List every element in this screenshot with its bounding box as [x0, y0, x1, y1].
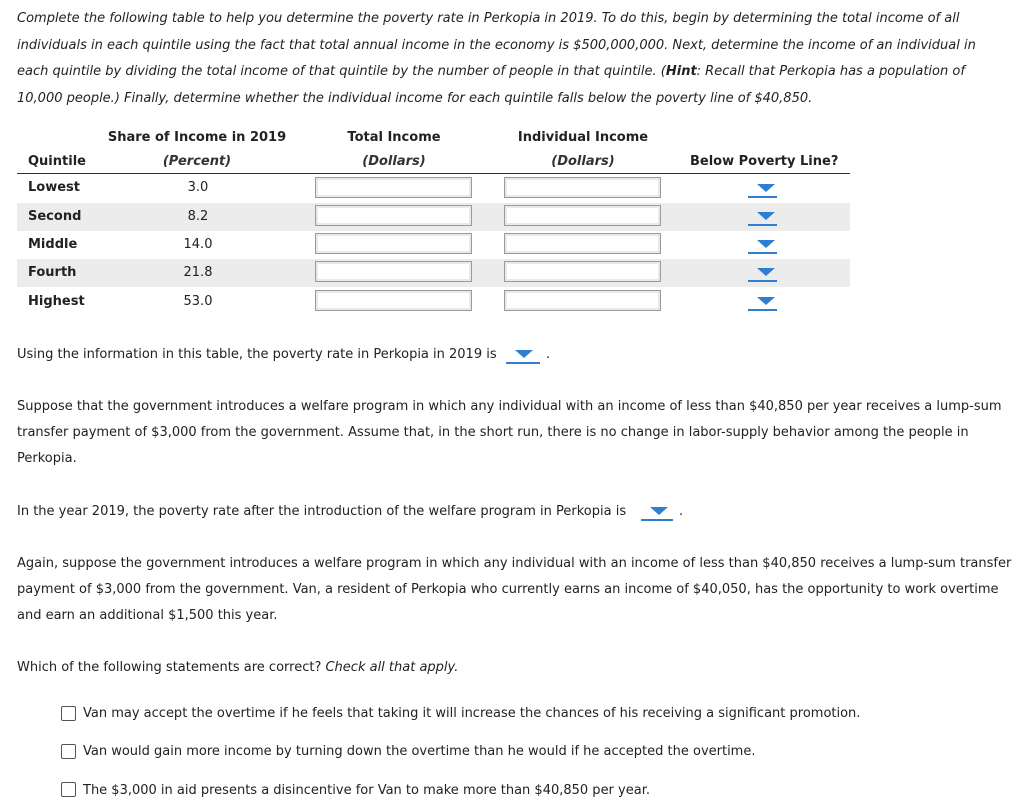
poverty-dropdown-icon[interactable] [757, 184, 775, 192]
poverty-dropdown-icon[interactable] [757, 297, 775, 305]
poverty-dropdown-icon[interactable] [757, 268, 775, 276]
total-income-input[interactable] [315, 290, 472, 311]
poverty-dropdown[interactable] [748, 196, 777, 198]
header-individual: Individual Income [517, 130, 649, 145]
option-label[interactable]: The $3,000 in aid presents a disincentive for Van to make more than $40,850 per year. [83, 783, 650, 798]
post-welfare-dropdown[interactable] [641, 519, 673, 521]
header-quintile: Quintile [28, 154, 86, 169]
poverty-rate-question-text: Using the information in this table, the poverty rate in Perkopia in 2019 is [17, 347, 497, 362]
poverty-dropdown-icon[interactable] [757, 240, 775, 248]
statements-prompt: Which of the following statements are correct? [17, 660, 322, 675]
quintile-label: Fourth [28, 265, 77, 280]
option-checkbox[interactable] [61, 744, 76, 759]
individual-income-input[interactable] [504, 233, 661, 254]
quintile-label: Middle [28, 237, 78, 252]
quintile-label: Lowest [28, 180, 80, 195]
share-value: 53.0 [183, 294, 213, 309]
option-checkbox[interactable] [61, 706, 76, 721]
option-label[interactable]: Van would gain more income by turning down the overtime than he would if he accepted the overtime. [83, 744, 756, 759]
welfare-paragraph: Suppose that the government introduces a welfare program in which any individual with an income of less than $40,850 per year receives a lump-sum transfer payment of $3,000 from the government. Assume that, in the short run, there is no change in labor-supply behavior among the people in Perkopia. [17, 399, 1002, 466]
header-total: Total Income [347, 130, 441, 145]
share-value: 14.0 [183, 237, 213, 252]
quintile-label: Second [28, 209, 82, 224]
van-paragraph: Again, suppose the government introduces a welfare program in which any individual with an income of less than $40,850 receives a lump-sum transfer payment of $3,000 from the government. Van, a resident of Perkopia who currently earns an income of $40,050, has the opportunity to work overtime and earn an additional $1,500 this year. [17, 556, 1012, 623]
individual-income-input[interactable] [504, 177, 661, 198]
poverty-rate-dropdown[interactable] [506, 362, 540, 364]
option-label[interactable]: Van may accept the overtime if he feels that taking it will increase the chances of his receiving a significant promotion. [83, 706, 861, 721]
header-total-unit: (Dollars) [362, 154, 426, 169]
post-welfare-dropdown-icon[interactable] [650, 507, 668, 515]
poverty-dropdown[interactable] [748, 280, 777, 282]
header-share: Share of Income in 2019 [107, 130, 287, 145]
post-welfare-question [17, 504, 626, 519]
statements-question [17, 660, 458, 675]
header-below-poverty: Below Poverty Line? [690, 154, 839, 169]
option-checkbox[interactable] [61, 782, 76, 797]
quintile-label: Highest [28, 294, 85, 309]
post-welfare-question-text: In the year 2019, the poverty rate after the introduction of the welfare program in Perkopia is [17, 504, 627, 519]
poverty-dropdown[interactable] [748, 224, 777, 226]
check-all-instruction: Check all that apply. [325, 660, 459, 675]
poverty-rate-dropdown-icon[interactable] [515, 350, 533, 358]
question-period: . [679, 504, 684, 519]
header-individual-unit: (Dollars) [551, 154, 615, 169]
total-income-input[interactable] [315, 205, 472, 226]
instructions-text-2: : Recall that Perkopia has a population of 10,000 people.) Finally, determine whether the individual income for each quintile falls below the poverty line of $40,850. [17, 64, 965, 106]
poverty-dropdown[interactable] [748, 252, 777, 254]
header-divider [17, 173, 850, 174]
share-value: 8.2 [187, 209, 209, 224]
hint-label: Hint [665, 64, 697, 79]
poverty-rate-question [17, 347, 497, 362]
share-value: 3.0 [187, 180, 209, 195]
total-income-input[interactable] [315, 233, 472, 254]
total-income-input[interactable] [315, 261, 472, 282]
individual-income-input[interactable] [504, 290, 661, 311]
poverty-dropdown-icon[interactable] [757, 212, 775, 220]
individual-income-input[interactable] [504, 205, 661, 226]
instructions-text-1: Complete the following table to help you determine the poverty rate in Perkopia in 2019. To do this, begin by determining the total income of all individuals in each quintile using the fact that total annual income in the economy is $500,000,000. Next, determine the income of an individual in each quintile by dividing the total income of that quintile by the number of people in that quintile. ( [17, 11, 976, 79]
share-value: 21.8 [183, 265, 213, 280]
individual-income-input[interactable] [504, 261, 661, 282]
total-income-input[interactable] [315, 177, 472, 198]
question-period: . [546, 347, 551, 362]
instructions [17, 6, 1007, 112]
header-share-unit: (Percent) [162, 154, 232, 169]
poverty-dropdown[interactable] [748, 309, 777, 311]
